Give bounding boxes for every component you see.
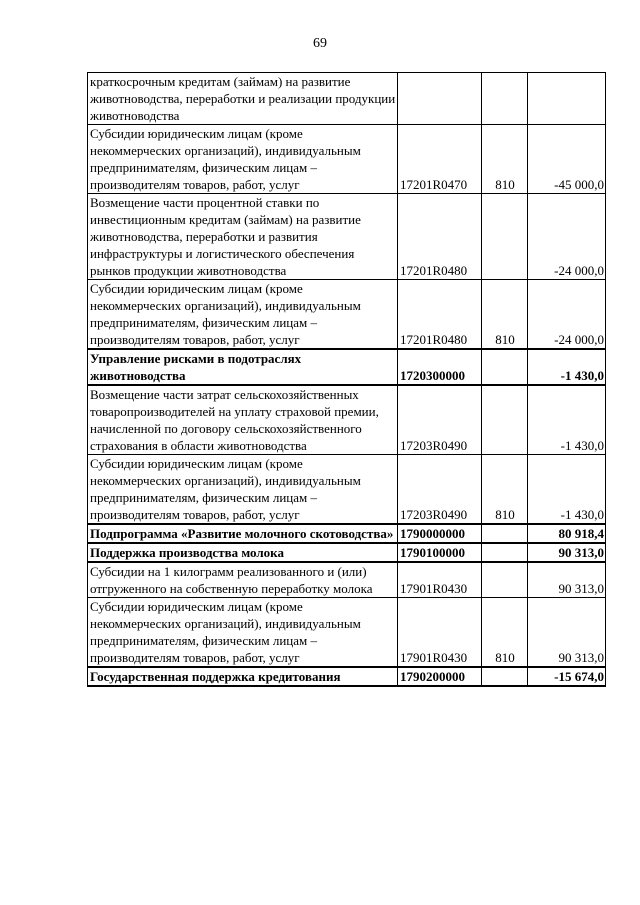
table-row — [88, 194, 606, 280]
row-sum: -24 000,0 — [528, 194, 606, 280]
row-sum: -45 000,0 — [528, 125, 606, 194]
page-number: 69 — [313, 36, 327, 51]
row-code: 17203R0490 — [398, 455, 482, 525]
row-expense-type — [482, 543, 528, 562]
row-name: Возмещение части затрат сельскохозяйственных товаропроизводителей на уплату страховой премии, начисленной по договору сельскохозяйственного страхования в области животноводства — [88, 385, 398, 455]
row-sum: -1 430,0 — [528, 455, 606, 525]
row-code: 1790100000 — [398, 543, 482, 562]
table-row — [88, 543, 606, 562]
row-expense-type — [482, 524, 528, 543]
row-name: Возмещение части процентной ставки по инвестиционным кредитам (займам) на развитие животноводства, переработки и развития инфраструктуры и логистического обеспечения рынков продукции животноводства — [88, 194, 398, 280]
row-name: Субсидии юридическим лицам (кроме некоммерческих организаций), индивидуальным предпринимателям, физическим лицам – производителям товаров, работ, услуг — [88, 125, 398, 194]
table-row — [88, 524, 606, 543]
table-row — [88, 667, 606, 686]
row-expense-type: 810 — [482, 125, 528, 194]
row-sum: -1 430,0 — [528, 385, 606, 455]
row-expense-type — [482, 73, 528, 125]
row-code: 17201R0480 — [398, 194, 482, 280]
row-expense-type: 810 — [482, 455, 528, 525]
row-expense-type — [482, 194, 528, 280]
table-row — [88, 73, 606, 125]
row-code: 17203R0490 — [398, 385, 482, 455]
row-code: 17201R0470 — [398, 125, 482, 194]
row-name: Поддержка производства молока — [88, 543, 398, 562]
row-sum: -24 000,0 — [528, 280, 606, 350]
row-code: 1720300000 — [398, 349, 482, 385]
row-sum: -15 674,0 — [528, 667, 606, 686]
row-code: 1790000000 — [398, 524, 482, 543]
table-row — [88, 562, 606, 598]
row-code: 1790200000 — [398, 667, 482, 686]
row-code: 17201R0480 — [398, 280, 482, 350]
row-expense-type — [482, 385, 528, 455]
row-expense-type: 810 — [482, 598, 528, 668]
row-name: Субсидии юридическим лицам (кроме некоммерческих организаций), индивидуальным предпринимателям, физическим лицам – производителям товаров, работ, услуг — [88, 455, 398, 525]
table-row — [88, 455, 606, 525]
row-sum — [528, 73, 606, 125]
table-row — [88, 125, 606, 194]
row-code: 17901R0430 — [398, 598, 482, 668]
row-name: Управление рисками в подотраслях животноводства — [88, 349, 398, 385]
row-name: Государственная поддержка кредитования — [88, 667, 398, 686]
row-name: Субсидии на 1 килограмм реализованного и (или) отгруженного на собственную переработку молока — [88, 562, 398, 598]
row-expense-type — [482, 349, 528, 385]
table-row — [88, 349, 606, 385]
row-sum: 90 313,0 — [528, 562, 606, 598]
row-expense-type: 810 — [482, 280, 528, 350]
row-sum: 90 313,0 — [528, 598, 606, 668]
row-sum: -1 430,0 — [528, 349, 606, 385]
row-name: Подпрограмма «Развитие молочного скотоводства» — [88, 524, 398, 543]
table-row — [88, 598, 606, 668]
row-sum: 80 918,4 — [528, 524, 606, 543]
row-sum: 90 313,0 — [528, 543, 606, 562]
row-name: Субсидии юридическим лицам (кроме некоммерческих организаций), индивидуальным предпринимателям, физическим лицам – производителям товаров, работ, услуг — [88, 598, 398, 668]
row-expense-type — [482, 562, 528, 598]
budget-table — [87, 72, 606, 687]
row-expense-type — [482, 667, 528, 686]
row-code — [398, 73, 482, 125]
row-code: 17901R0430 — [398, 562, 482, 598]
table-row — [88, 385, 606, 455]
row-name: краткосрочным кредитам (займам) на развитие животноводства, переработки и реализации продукции животноводства — [88, 73, 398, 125]
row-name: Субсидии юридическим лицам (кроме некоммерческих организаций), индивидуальным предпринимателям, физическим лицам – производителям товаров, работ, услуг — [88, 280, 398, 350]
table-row — [88, 280, 606, 350]
